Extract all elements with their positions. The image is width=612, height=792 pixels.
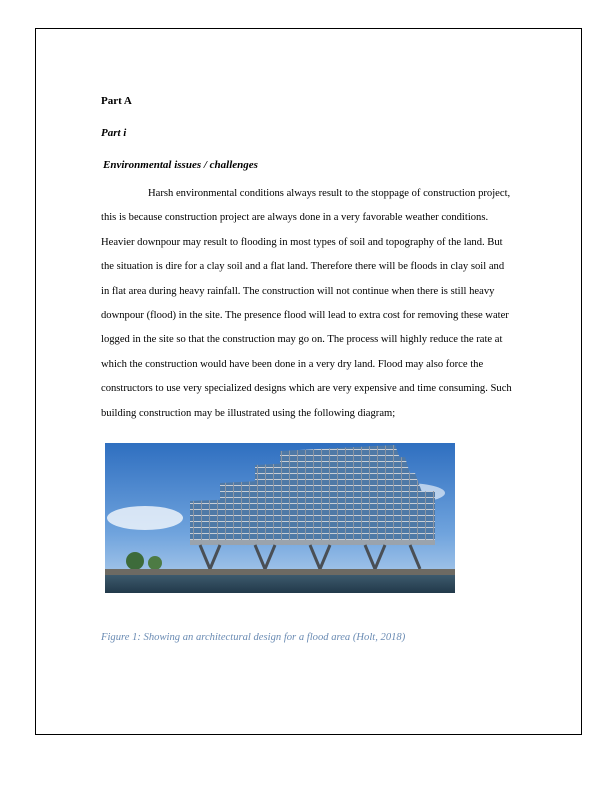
section-title: Environmental issues / challenges: [103, 159, 258, 171]
paragraph-line: the situation is dire for a clay soil and a flat land. Therefore there will be floods in clay soil and: [101, 261, 505, 273]
body-paragraph: [101, 182, 512, 426]
paragraph-line: building construction may be illustrated using the following diagram;: [101, 407, 396, 419]
paragraph-line: which the construction would have been done in a very dry land. Flood may also force the: [101, 358, 484, 370]
paragraph-line: constructors to use very specialized designs which are very expensive and time consuming. Such: [101, 383, 512, 395]
paragraph-line: downpour (flood) in the site. The presence flood will lead to extra cost for removing these water: [101, 310, 509, 322]
document-body: [101, 94, 512, 426]
subpart-title: Part i: [101, 127, 127, 139]
building-figure: [105, 443, 455, 593]
paragraph-line: in flat area during heavy rainfall. The construction will not continue when there is still heavy: [101, 285, 495, 297]
figure-caption: Figure 1: Showing an architectural design for a flood area (Holt, 2018): [101, 632, 406, 643]
paragraph-line: this is because construction project are always done in a very favorable weather conditions.: [101, 212, 489, 224]
paragraph-line: Heavier downpour may result to flooding in most types of soil and topography of the land. But: [101, 236, 503, 248]
paragraph-line: logged in the site so that the construction may go on. The process will highly reduce the rate at: [101, 334, 503, 346]
building-photo: [105, 443, 455, 593]
paragraph-line: Harsh environmental conditions always result to the stoppage of construction project,: [148, 188, 511, 199]
part-title: Part A: [101, 95, 132, 107]
